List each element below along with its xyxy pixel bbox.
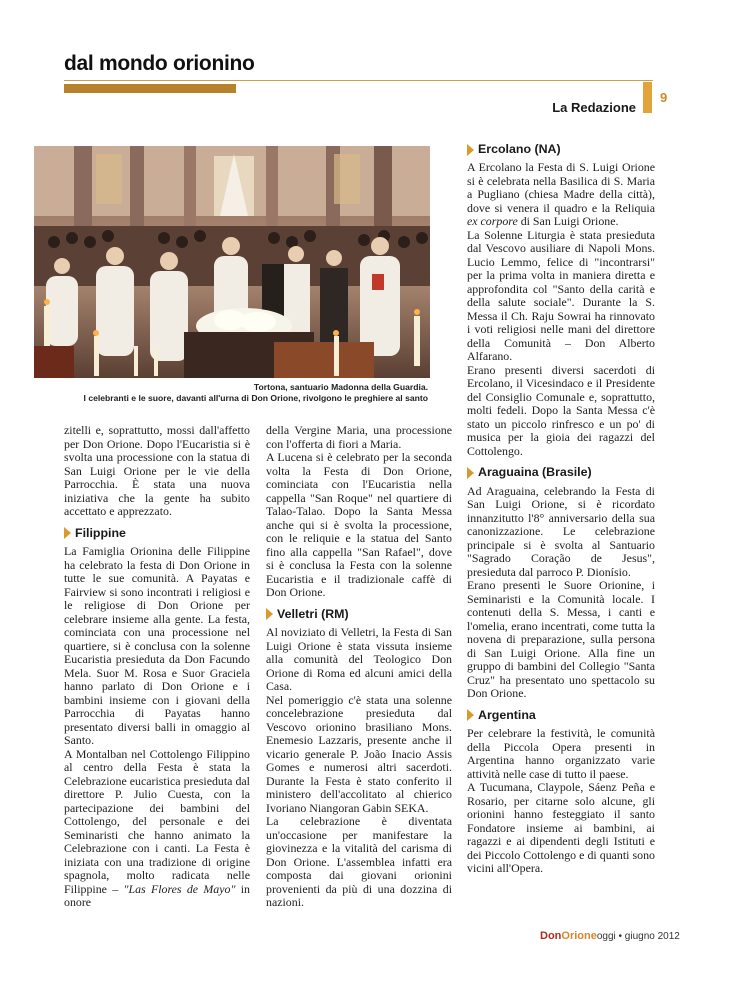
heading-araguaina (467, 466, 655, 480)
page-number: 9 (660, 90, 668, 105)
heading-argentina (467, 709, 655, 723)
page-number-bar (643, 82, 652, 113)
paragraph-text: A Montalban nel Cottolengo Filippino al centro della Festa è stata la Celebrazione eucaristica presieduta dal direttore P. Julio Cuesta, con la partecipazione dei bambini del Cottolengo, del personale e dei Seminaristi che hanno animato la Celebrazione con i canti. La Festa è iniziata con una tradizione di origine spagnola, molto radicata nelle Filippine – (64, 746, 250, 896)
title-rule (64, 80, 653, 81)
chevron-right-icon (266, 608, 273, 620)
paragraph: La Solenne Liturgia è stata presieduta dal Vescovo ausiliare di Napoli Mons. Lucio Lemmo, felice di "incontrarsi" per la prima volta in maniera diretta e approfondita col "Santo della carità e della salute sociale". Durante la S. Messa il Ch. Raju Sowrai ha rinnovato i voti religiosi nelle mani del direttore della Comunità – Don Alberto Alfarano. (467, 227, 655, 363)
paragraph: Erano presenti le Suore Orionine, i Seminaristi e la Comunità locale. I contenuti della S. Messa, i canti e l'omelia, erano incentrati, come tutta la novena di preparazione, sulla persona di San Luigi Orione. Alla fine un gruppo di bambini del Collegio "Santa Cruz" ha presentato uno spettacolo su Don Orione. (467, 578, 655, 700)
heading-label: Filippine (75, 525, 126, 540)
title-band (64, 84, 236, 93)
paragraph: La celebrazione è diventata un'occasione per manifestare la giovinezza e la vitalità del carisma di Don Orione. L'assemblea infatti era composta dai giovani orionini provenienti da più di una dozzina di nazioni. (266, 814, 452, 909)
article-column-1 (64, 424, 250, 910)
paragraph (64, 748, 250, 910)
paragraph: Al noviziato di Velletri, la Festa di San Luigi Orione è stata vissuta insieme alla comunità del Teologico Don Orione di Roma ed alcuni amici della Casa. (266, 625, 452, 693)
brand-don: Don (540, 930, 562, 942)
caption-line-2: I celebranti e le suore, davanti all'urna di Don Orione, rivolgono le preghiere al santo (83, 393, 428, 403)
paragraph (467, 161, 655, 229)
heading-velletri (266, 608, 452, 622)
chevron-right-icon (467, 144, 474, 156)
caption-line-1: Tortona, santuario Madonna della Guardia. (253, 382, 428, 392)
paragraph: Nel pomeriggio c'è stata una solenne concelebrazione presieduta dal Vescovo orionino brasiliano Mons. Enemesio Lazzaris, presente anche il vicario generale P. João Inacio Assis Gomes e numerosi altri sacerdoti. Durante la Festa è stato conferito il ministero dell'accolitato al chierico Ivoriano Niangoran Gabin SEKA. (266, 692, 452, 815)
paragraph: A Lucena si è celebrato per la seconda volta la Festa di Don Orione, cominciata con l'Eucaristia nella cappella "San Roque" nel quartiere di Talao-Talao. Dopo la Santa Messa anche qui si è svolta la processione, con le reliquie e la statua del Santo fino alla cappella "San Rafael", dove si è conclusa la Festa con la solenne Eucaristia e il tradizionale caffè di Don Orione. (266, 450, 452, 599)
paragraph-text: in onore (64, 881, 250, 909)
church-photo (34, 146, 430, 378)
article-column-2 (266, 424, 452, 910)
section-title: dal mondo orionino (64, 52, 255, 75)
paragraph-italic: "Las Flores de Mayo" (123, 881, 236, 896)
paragraph: zitelli e, soprattutto, mossi dall'affetto per Don Orione. Dopo l'Eucaristia si è svolta una processione con la statua di San Luigi Orione per le vie della Parrocchia. È stata una nuova iniziativa che la gente ha subito accettato e apprezzato. (64, 423, 250, 518)
heading-label: Argentina (478, 707, 536, 722)
paragraph-italic: ex corpore (467, 214, 518, 228)
footer-masthead (540, 930, 680, 942)
heading-label: Araguaina (Brasile) (478, 465, 592, 479)
photo-caption (34, 382, 428, 404)
paragraph: Erano presenti diversi sacerdoti di Ercolano, il Vicesindaco e il Presidente del Consiglio Comunale e, soprattutto, molti fedeli. Dopo la Santa Messa c'è stato un piccolo rinfresco e un po' di musica per la gioia dei ragazzi del Cottolengo. (467, 362, 655, 458)
paragraph: della Vergine Maria, una processione con l'offerta di fiori a Maria. (266, 423, 452, 451)
chevron-right-icon (467, 467, 474, 479)
chevron-right-icon (467, 709, 474, 721)
paragraph-text: A Ercolano la Festa di S. Luigi Orione si è celebrata nella Basilica di S. Maria a Pugliano (chiesa Madre della città), dove si venera il quadro e la Reliquia (467, 160, 655, 215)
paragraph: La Famiglia Orionina delle Filippine ha celebrato la festa di Don Orione in tutte le sue comunità. A Payatas e Fairview si sono incontrati i religiosi e le religiose di Don Orione per celebrare insieme alla gente. La festa, cominciata con una processione nel quartiere, si è conclusa con la solenne Eucaristia presieduta da Don Facundo Mela. Suor M. Rosa e Suor Graciela hanno parlato di Don Orione e i bambini insieme con i giovani della Parrocchia di Payatas hanno presentato diversi balli in omaggio al Santo. (64, 544, 250, 747)
heading-filippine (64, 527, 250, 541)
paragraph: Per celebrare la festività, le comunità della Piccola Opera presenti in Argentina hanno organizzato varie attività nelle case di tutto il paese. (467, 726, 655, 781)
heading-ercolano (467, 143, 561, 157)
brand-orione: Orione (561, 930, 597, 942)
paragraph: Ad Araguaina, celebrando la Festa di San Luigi Orione, si è ricordato innanzitutto l'8° anniversario della sua canonizzazione. Le celebrazione principale si è svolta al Santuario "Sagrado Coração de Jesus", presieduta dal parroco P. Dionísio. (467, 483, 655, 579)
paragraph: A Tucumana, Claypole, Sáenz Peña e Rosario, per citarne solo alcune, gli orionini hanno festeggiato il santo Fondatore insieme ai bambini, ai ragazzi e ai dipendenti degli Istituti e dei Piccolo Cottolengo e di quanti sono vicini all'Opera. (467, 780, 655, 875)
author-byline: La Redazione (552, 100, 636, 115)
heading-label: Ercolano (NA) (478, 142, 561, 156)
heading-label: Velletri (RM) (277, 606, 349, 621)
article-column-3 (467, 142, 655, 876)
chevron-right-icon (64, 527, 71, 539)
issue-date: oggi • giugno 2012 (596, 931, 680, 942)
paragraph-text: di San Luigi Orione. (517, 214, 619, 228)
